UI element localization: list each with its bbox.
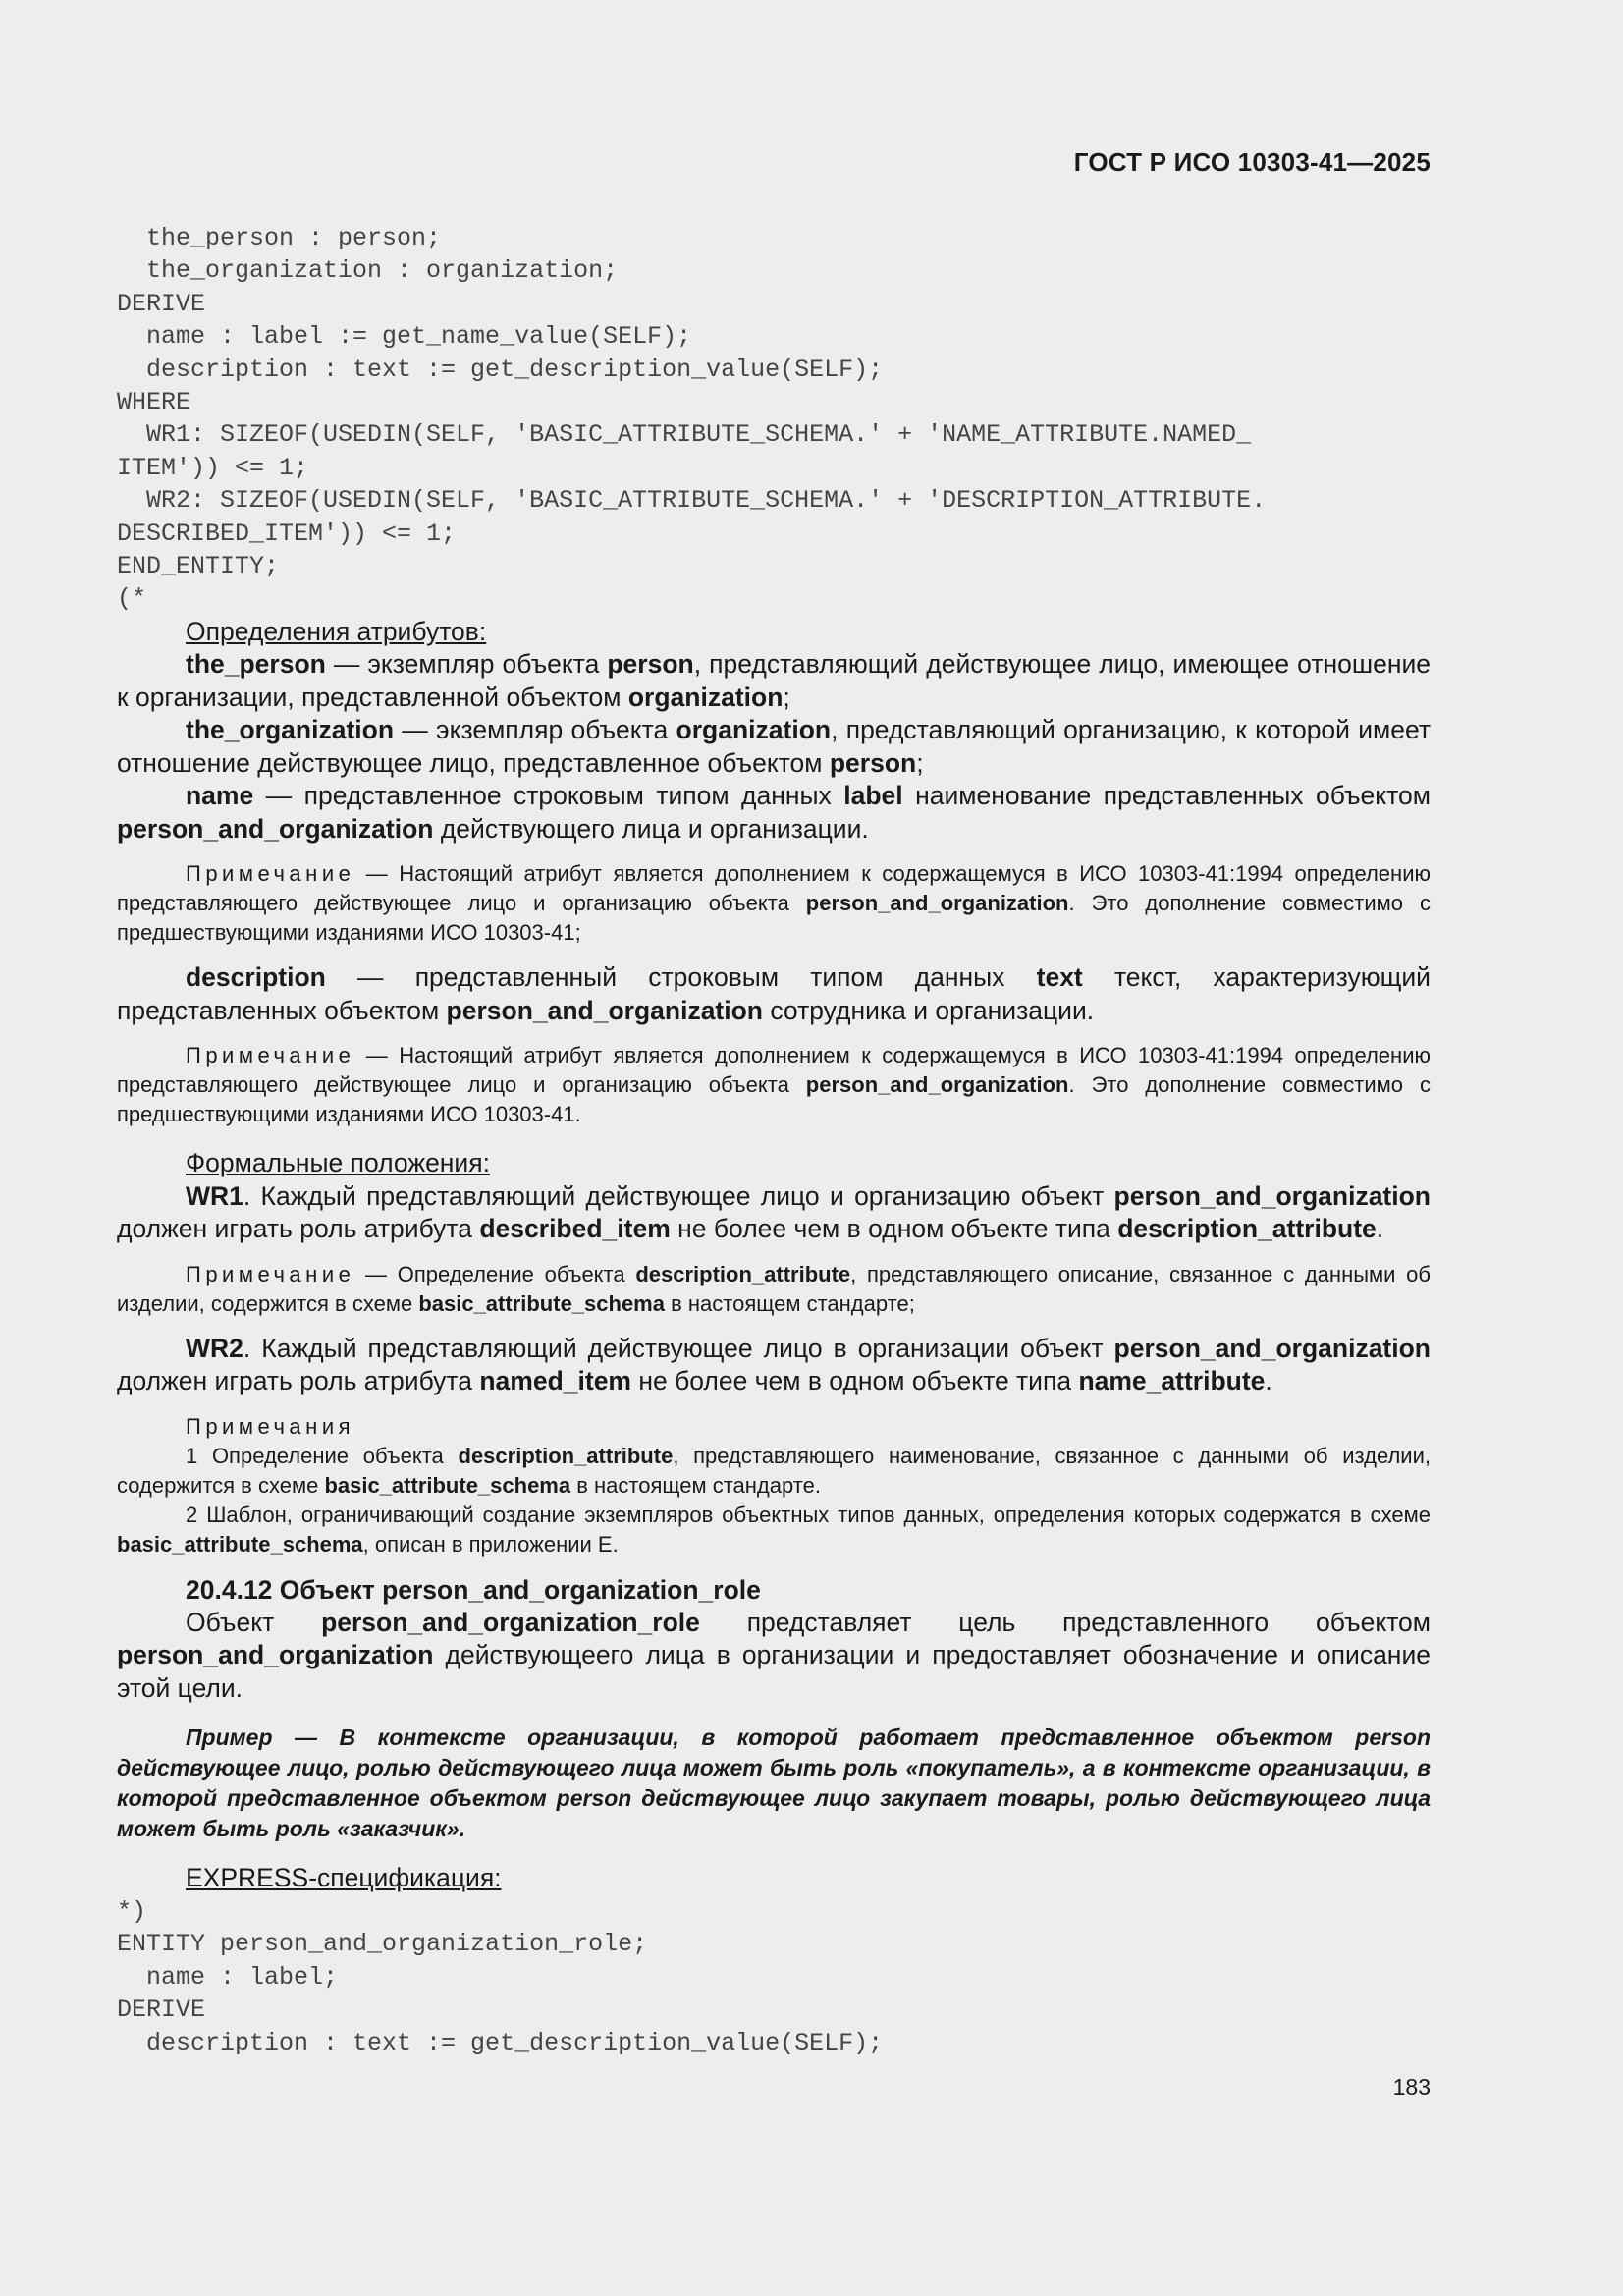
note-description: Примечание — Настоящий атрибут является дополнением к содержащемуся в ИСО 10303-41:1994 определению представляющего действующее лицо и организацию объекта person_and_organization. Это дополнение совместимо с предшествующими изданиями ИСО 10303-41. [117,1043,1431,1127]
section-intro: Объект person_and_organization_role представляет цель представленного объектом person_and_organization действующеего лица в организации и предоставляет обозначение и описание этой цели. [117,1607,1432,1703]
formal-heading: Формальные положения: [186,1148,490,1178]
rule-wr1: WR1. Каждый представляющий действующее лицо и организацию объект person_and_organization должен играть роль атрибута described_item не более чем в одном объекте типа description_attribute. [117,1180,1431,1244]
page-number: 183 [1392,2074,1431,2100]
attr-defs-heading: Определения атрибутов: [186,616,487,646]
def-description: description — представленный строковым типом данных text текст, характеризующий представленных объектом person_and_organization сотрудника и организации. [117,962,1431,1025]
rule-wr2: WR2. Каждый представляющий действующее лицо в организации объект person_and_organization должен играть роль атрибута named_item не более чем в одном объекте типа name_attribute. [117,1333,1431,1396]
example-text: Пример — В контексте организации, в которой работает представленное объектом person действующее лицо, ролью действующего лица может быть роль «покупатель», а в контексте организации, в которой представленное объектом person действующее лицо закупает товары, ролью действующего лица может быть роль «заказчик». [117,1724,1431,1842]
def-the-person: the_person — экземпляр объекта person, представляющий действующее лицо, имеющее отношение к организации, представленной объектом organization; [117,649,1432,712]
section-title: 20.4.12 Объект person_and_organization_role [186,1574,761,1605]
express-code-top: the_person : person; the_organization : organization; DERIVE name : label := get_name_value(SELF); description : text := get_description_value(SELF); WHERE WR1: SIZEOF(USEDIN(SELF, 'BASIC_ATTRIBUTE_SCHEMA.' + 'NAME_ATTRIBUTE.NAMED_ ITEM')) <= 1; WR2: SIZEOF(USEDIN(SELF, 'BASIC_ATTRIBUTE_SCHEMA.' + 'DESCRIPTION_ATTRIBUTE. DESCRIBED_ITEM')) <= 1; END_ENTITY; (* [117,224,1267,614]
express-heading: EXPRESS-спецификация: [186,1863,502,1893]
express-code-bottom: *) ENTITY person_and_organization_role; name : label; DERIVE description : text := get_description_value(SELF); [117,1896,884,2057]
standard-header: ГОСТ Р ИСО 10303-41—2025 [1073,147,1431,177]
note-name: Примечание — Настоящий атрибут является дополнением к содержащемуся в ИСО 10303-41:1994 определению представляющего действующее лицо и организацию объекта person_and_organization. Это дополнение совместимо с предшествующими изданиями ИСО 10303-41; [117,861,1431,946]
note-wr1: Примечание — Определение объекта description_attribute, представляющего описание, связанное с данными об изделии, содержится в схеме basic_attribute_schema в настоящем стандарте; [117,1261,1431,1316]
note-wr2-1: 1 Определение объекта description_attribute, представляющего наименование, связанное с данными об изделии, содержится в схеме basic_attribute_schema в настоящем стандарте. [117,1443,1431,1498]
notes-label: Примечания [186,1413,355,1439]
page-content [117,222,1431,2059]
def-the-organization: the_organization — экземпляр объекта organization, представляющий организацию, к которой имеет отношение действующее лицо, представленное объектом person; [117,715,1431,778]
def-name: name — представленное строковым типом данных label наименование представленных объектом person_and_organization действующего лица и организации. [117,781,1431,844]
note-wr2-2: 2 Шаблон, ограничивающий создание экземпляров объектных типов данных, определения которых содержатся в схеме basic_attribute_schema, описан в приложении Е. [117,1502,1431,1557]
